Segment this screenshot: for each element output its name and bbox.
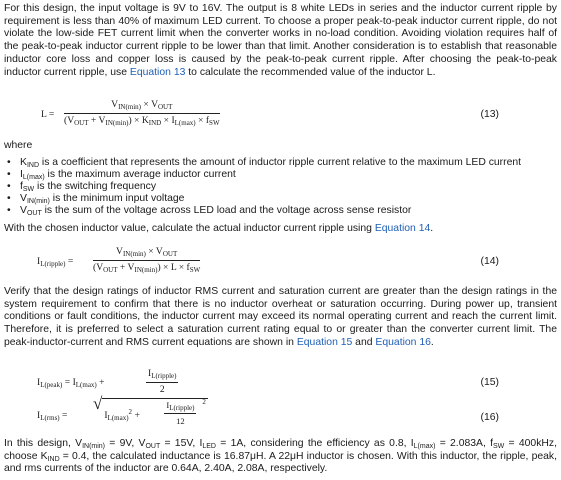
equation-16: [0, 394, 561, 432]
list-item: • $V_{IN(min)}$ is the minimum input voltage: [7, 193, 185, 206]
list-item: • $K_{IND}$ is a coefficient that represents the amount of inductor ripple current relative to the maximum LED current: [7, 157, 522, 169]
eq15-fraction: $I_{L(ripple)}$ 2: [148, 368, 177, 395]
eq13-lhs: L =: [41, 109, 55, 120]
square-root-icon: √: [93, 394, 103, 413]
equation-14: [0, 244, 561, 278]
list-item: • $V_{OUT}$ is the sum of the voltage across LED load and the voltage across sense resistor: [7, 205, 412, 218]
eq13-fraction: [64, 99, 220, 127]
intro-tail: to calculate the recommended value of the inductor L.: [185, 66, 436, 78]
eq13-numerator: $V_{IN(min)} \times V_{OUT}$: [64, 99, 220, 114]
list-item: • $f_{SW}$ is the switching frequency: [7, 181, 157, 194]
eq16-lhs: $I_{L(rms)}$ =: [37, 410, 68, 422]
verify-paragraph: Verify that the design ratings of inductor RMS current and saturation current are greater than the design ratings in the system requirement to confirm that there is no inductor overheat or saturation occurring. During power up, transient conditions or fault conditions, the inductor current may exceed its normal operating current and reach the current limit. Therefore, it is preferred to select a saturation current rating equal to or greater than the converter current limit. The peak-inductor-current and RMS current equations are shown in Equation 15 and Equation 16.: [4, 286, 557, 348]
eq14-number: (14): [480, 256, 499, 267]
variable-definitions-list: [4, 157, 557, 217]
intro-text: For this design, the input voltage is 9V to 16V. The output is 8 white LEDs in series and the inductor current ripple by requirement is less than 40% of maximum LED current. To choose a proper peak-to-peak inductor current ripple, do not violate the low-side FET current limit when the converter works in no-load condition. Avoiding violation requires half of the peak-to-peak inductor current ripple to be lower than that limit. Another consideration is to establish that reasonable inductor core loss and copper loss is caused by the peak-to-peak current ripple. After choosing the peak-to-peak inductor current ripple, use: [4, 3, 557, 78]
equation-15: [0, 366, 561, 400]
eq13-denominator: $(V_{OUT} + V_{IN(min)}) \times K_{IND} \times I_{L(max)} \times f_{SW}$: [64, 114, 220, 127]
eq14-fraction: $V_{IN(min)} \times V_{OUT}$ $(V_{OUT} + V_{IN(min)}) \times L \times f_{SW}$: [93, 246, 201, 274]
equation-15-link[interactable]: Equation 15: [296, 336, 353, 348]
design-summary-paragraph: In this design, $V_{IN(min)} = 9V$, $V_{OUT} = 15V$, $I_{LED} = 1A$, considering the efficiency as 0.8, $I_{L(max)} = 2.083A$, $f_{SW} = 400kHz$, choose $K_{IND} = 0.4$, the calculated inductance is 16.87μH. A 22μH inductor is chosen. With this inductor, the ripple, peak, and rms currents of the inductor are 0.64A, 2.40A, 2.08A, respectively.: [4, 438, 557, 475]
intro-paragraph: [4, 3, 557, 79]
eq16-radical-expression: √ $I_{L(max)}^2$ + $I_{L(ripple)}$ 12 2: [93, 398, 208, 424]
eq13-number: (13): [480, 109, 499, 120]
equation-13: [0, 97, 561, 131]
equation-14-link[interactable]: Equation 14: [374, 223, 431, 234]
eq15-lhs: $I_{L(peak)} = I_{L(max)}$ +: [37, 377, 105, 389]
list-item: • $I_{L(max)}$ is the maximum average inductor current: [7, 169, 236, 182]
eq15-number: (15): [480, 377, 499, 388]
equation-16-link[interactable]: Equation 16: [375, 336, 431, 348]
ripple-paragraph: With the chosen inductor value, calculate the actual inductor current ripple using Equation 14.: [4, 223, 434, 234]
equation-13-link[interactable]: Equation 13: [129, 66, 186, 78]
where-label: where: [4, 140, 33, 151]
eq14-lhs: $I_{L(ripple)}$ =: [37, 256, 74, 268]
eq16-number: (16): [480, 412, 499, 423]
